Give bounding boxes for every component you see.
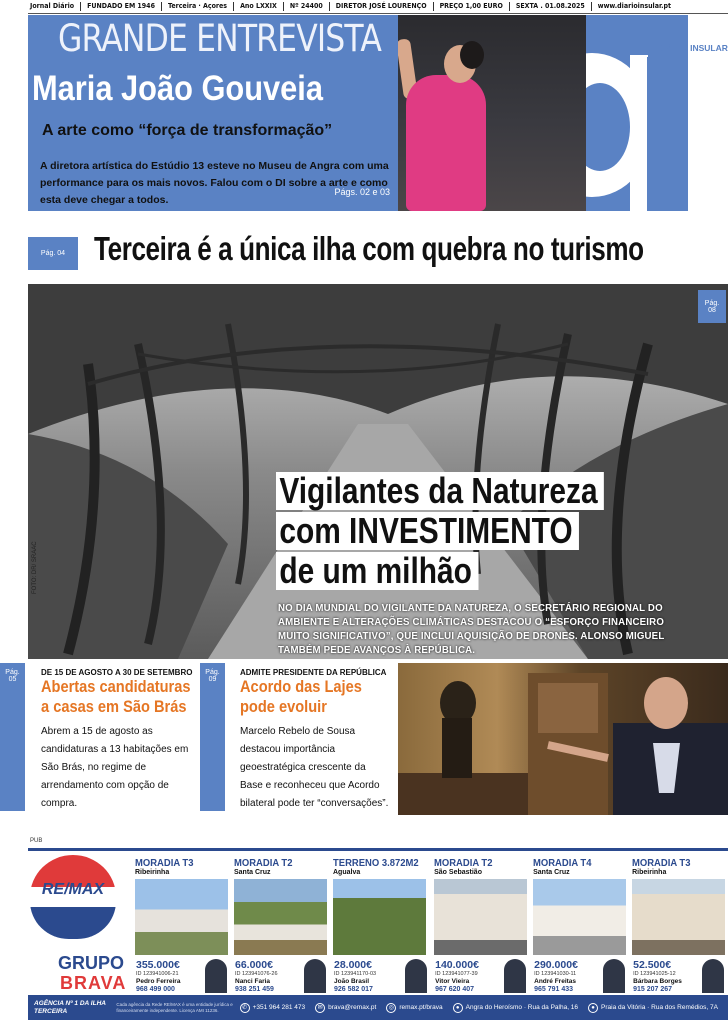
web-address: remax.pt/brava: [399, 1004, 443, 1011]
lajes-story[interactable]: [240, 668, 390, 813]
office-praia[interactable]: [588, 1003, 718, 1013]
phone-number: +351 964 281 473: [252, 1004, 306, 1011]
property-location: Santa Cruz: [533, 869, 570, 876]
info-item: Terceira · Açores: [162, 2, 234, 11]
property-listing[interactable]: [132, 857, 231, 997]
property-price: 52.500€: [633, 959, 672, 971]
agent-avatar: [702, 959, 724, 993]
story-headline: Abertas candidaturas: [41, 677, 191, 696]
agent-name: Nanci Faria: [235, 978, 271, 985]
agent-name: Vitor Vieira: [435, 978, 470, 985]
property-type: MORADIA T3: [632, 857, 691, 869]
dancer-photo: [398, 15, 586, 211]
agent-phone: 915 207 267: [633, 986, 673, 993]
logo-i-stem: [647, 57, 667, 211]
agent-name: Pedro Ferreira: [136, 978, 181, 985]
headline-line: Vigilantes da Natureza: [276, 472, 604, 510]
info-item: Ano LXXIX: [234, 2, 284, 11]
agent-avatar: [304, 959, 326, 993]
agent-phone: 967 620 407: [435, 986, 475, 993]
info-item: Nº 24400: [284, 2, 330, 11]
web-contact[interactable]: [386, 1003, 442, 1013]
newspaper-logo[interactable]: [586, 15, 728, 211]
interview-summary: A diretora artística do Estúdio 13 esteve no Museu de Angra com uma performance para os mais novos. Falou com o DI sobre a arte e como esta deve chegar a todos.: [40, 160, 389, 206]
location-icon: ●: [588, 1003, 598, 1013]
website-link[interactable]: www.diarioinsular.pt: [597, 2, 671, 10]
agent-avatar: [603, 959, 625, 993]
housing-story[interactable]: [41, 668, 191, 813]
ad-label: PUB: [30, 838, 43, 844]
page-label: Pág.: [205, 669, 220, 676]
property-location: São Sebastião: [434, 869, 482, 876]
property-listings: [132, 857, 728, 997]
story-headline: a casas em São Brás: [41, 697, 187, 716]
phone-icon: ✆: [240, 1003, 250, 1013]
main-lede: NO DIA MUNDIAL DO VIGILANTE DA NATUREZA, O SECRETÁRIO REGIONAL DO AMBIENTE E ALTERAÇÕES CLIMÁTICAS DESTACOU O “ESFORÇO FINANCEIRO MUITO SIGNIFICATIVO”, QUE INCLUI AQUISIÇÃO DE DRONES. ALONSO MIGUEL TAMBÉM PEDE AVANÇOS À REPÚBLICA.: [278, 602, 665, 656]
page-number: 09: [208, 676, 217, 683]
property-ref: ID 123941077-39: [435, 971, 478, 977]
property-price: 28.000€: [334, 959, 372, 971]
mail-icon: ✉: [315, 1003, 325, 1013]
agent-name: João Brasil: [334, 978, 370, 985]
agency-slogan: AGÊNCIA Nº 1 DA ILHA TERCEIRA: [34, 999, 106, 1015]
info-item: SEXTA . 01.08.2025: [510, 2, 592, 11]
property-location: Ribeirinha: [632, 869, 667, 876]
divider: [28, 13, 728, 14]
property-photo: [135, 879, 228, 955]
newspaper-name: DIÁRIO INSULAR: [658, 43, 728, 53]
property-type: MORADIA T4: [533, 857, 592, 869]
agent-avatar: [405, 959, 427, 993]
page-number: 05: [8, 676, 17, 683]
agent-avatar: [205, 959, 227, 993]
office-address: Angra do Heroísmo · Rua da Palha, 16: [465, 1004, 579, 1011]
property-ref: ID 123941006-21: [136, 971, 179, 977]
property-listing[interactable]: [330, 857, 431, 997]
page-ref-tag: [698, 290, 726, 323]
story-body: Abrem a 15 de agosto as candidaturas a 13 habitações em São Brás, no regime de arrendamento com opção de compra.: [41, 726, 189, 809]
photo-credit: FOTO: DR/ SRAAC: [32, 541, 38, 594]
property-ref: ID 123941170-03: [334, 971, 377, 977]
page-label: Pág.: [704, 299, 720, 307]
interview-subtitle: A arte como “força de transformação”: [42, 122, 333, 139]
agent-phone: 965 791 433: [534, 986, 574, 993]
headline-line: de um milhão: [276, 552, 479, 590]
property-photo: [632, 879, 725, 955]
interview-pages: Págs. 02 e 03: [334, 187, 390, 197]
property-listing[interactable]: [231, 857, 330, 997]
property-ref: ID 123941025-12: [633, 971, 676, 977]
property-price: 140.000€: [435, 959, 479, 971]
president-photo: [398, 663, 728, 815]
story-kicker: ADMITE PRESIDENTE DA REPÚBLICA: [240, 668, 387, 677]
property-photo: [234, 879, 327, 955]
agent-name: Bárbara Borges: [633, 978, 682, 985]
masthead-info-bar: [28, 0, 728, 13]
property-photo: [333, 879, 426, 955]
interview-teaser[interactable]: [28, 15, 398, 211]
agent-avatar: [504, 959, 526, 993]
legal-text: Cada agência da Rede RE/MAX é uma entidade jurídica e financeiramente independente. Licença AMI 11236.: [116, 1001, 233, 1013]
page-number: 08: [708, 306, 716, 314]
property-photo: [434, 879, 527, 955]
phone-contact[interactable]: [240, 1003, 306, 1013]
agent-phone: 968 499 000: [136, 986, 175, 993]
agent-phone: 938 251 459: [235, 986, 274, 993]
story-headline: Acordo das Lajes: [240, 677, 362, 696]
property-type: MORADIA T3: [135, 857, 194, 869]
info-item: DIRETOR JOSÉ LOURENÇO: [330, 2, 434, 11]
page-label: Pág.: [5, 669, 20, 676]
property-photo: [533, 879, 626, 955]
email-contact[interactable]: [315, 1003, 376, 1013]
tourism-headline[interactable]: Terceira é a única ilha com quebra no turismo: [94, 230, 644, 267]
photo-detail: [406, 75, 486, 211]
property-ref: ID 123941076-26: [235, 971, 278, 977]
property-listing[interactable]: [629, 857, 728, 997]
story-body: Marcelo Rebelo de Sousa destacou importância geoestratégica crescente da Base e reconheceu que Acordo bilateral pode ter “conversações”.: [240, 726, 389, 809]
ad-group-name: BRAVA: [60, 973, 127, 993]
info-item: FUNDADO EM 1946: [81, 2, 162, 11]
location-icon: ●: [453, 1003, 463, 1013]
ad-group-name: GRUPO: [58, 953, 125, 973]
property-location: Santa Cruz: [234, 869, 271, 876]
ad-footer: [28, 995, 728, 1020]
property-listing[interactable]: [530, 857, 629, 997]
page-ref-tag: [0, 663, 25, 811]
info-item: Jornal Diário: [28, 2, 81, 11]
page-ref-tag: Pág. 04: [28, 237, 78, 270]
globe-icon: ◎: [386, 1003, 396, 1013]
story-kicker: DE 15 DE AGOSTO A 30 DE SETEMBRO: [41, 668, 193, 677]
headline-line: com INVESTIMENTO: [276, 512, 579, 550]
property-listing[interactable]: [431, 857, 530, 997]
property-type: TERRENO 3.872M2: [333, 857, 419, 869]
property-location: Agualva: [333, 869, 361, 876]
office-angra[interactable]: [453, 1003, 578, 1013]
story-headline: pode evoluir: [240, 697, 327, 716]
email-address: brava@remax.pt: [328, 1004, 377, 1011]
property-type: MORADIA T2: [434, 857, 493, 869]
interview-name: Maria João Gouveia: [32, 69, 323, 108]
remax-advertisement[interactable]: [28, 848, 728, 1020]
interview-kicker: GRANDE ENTREVISTA: [58, 17, 381, 60]
office-address: Praia da Vitória · Rua dos Remédios, 7A: [601, 1004, 718, 1011]
property-price: 290.000€: [534, 959, 578, 971]
info-item: PREÇO 1,00 EURO: [434, 2, 510, 11]
photo-detail: [460, 41, 484, 69]
property-price: 66.000€: [235, 959, 273, 971]
property-location: Ribeirinha: [135, 869, 170, 876]
agent-name: André Freitas: [534, 978, 577, 985]
president-illustration: [398, 663, 728, 815]
page-ref-tag: [200, 663, 225, 811]
property-ref: ID 123941030-11: [534, 971, 577, 977]
agent-phone: 926 582 017: [334, 986, 373, 993]
property-price: 355.000€: [136, 959, 180, 971]
ad-brand: RE/MAX: [41, 881, 105, 898]
main-headline[interactable]: [276, 472, 636, 592]
property-type: MORADIA T2: [234, 857, 293, 869]
